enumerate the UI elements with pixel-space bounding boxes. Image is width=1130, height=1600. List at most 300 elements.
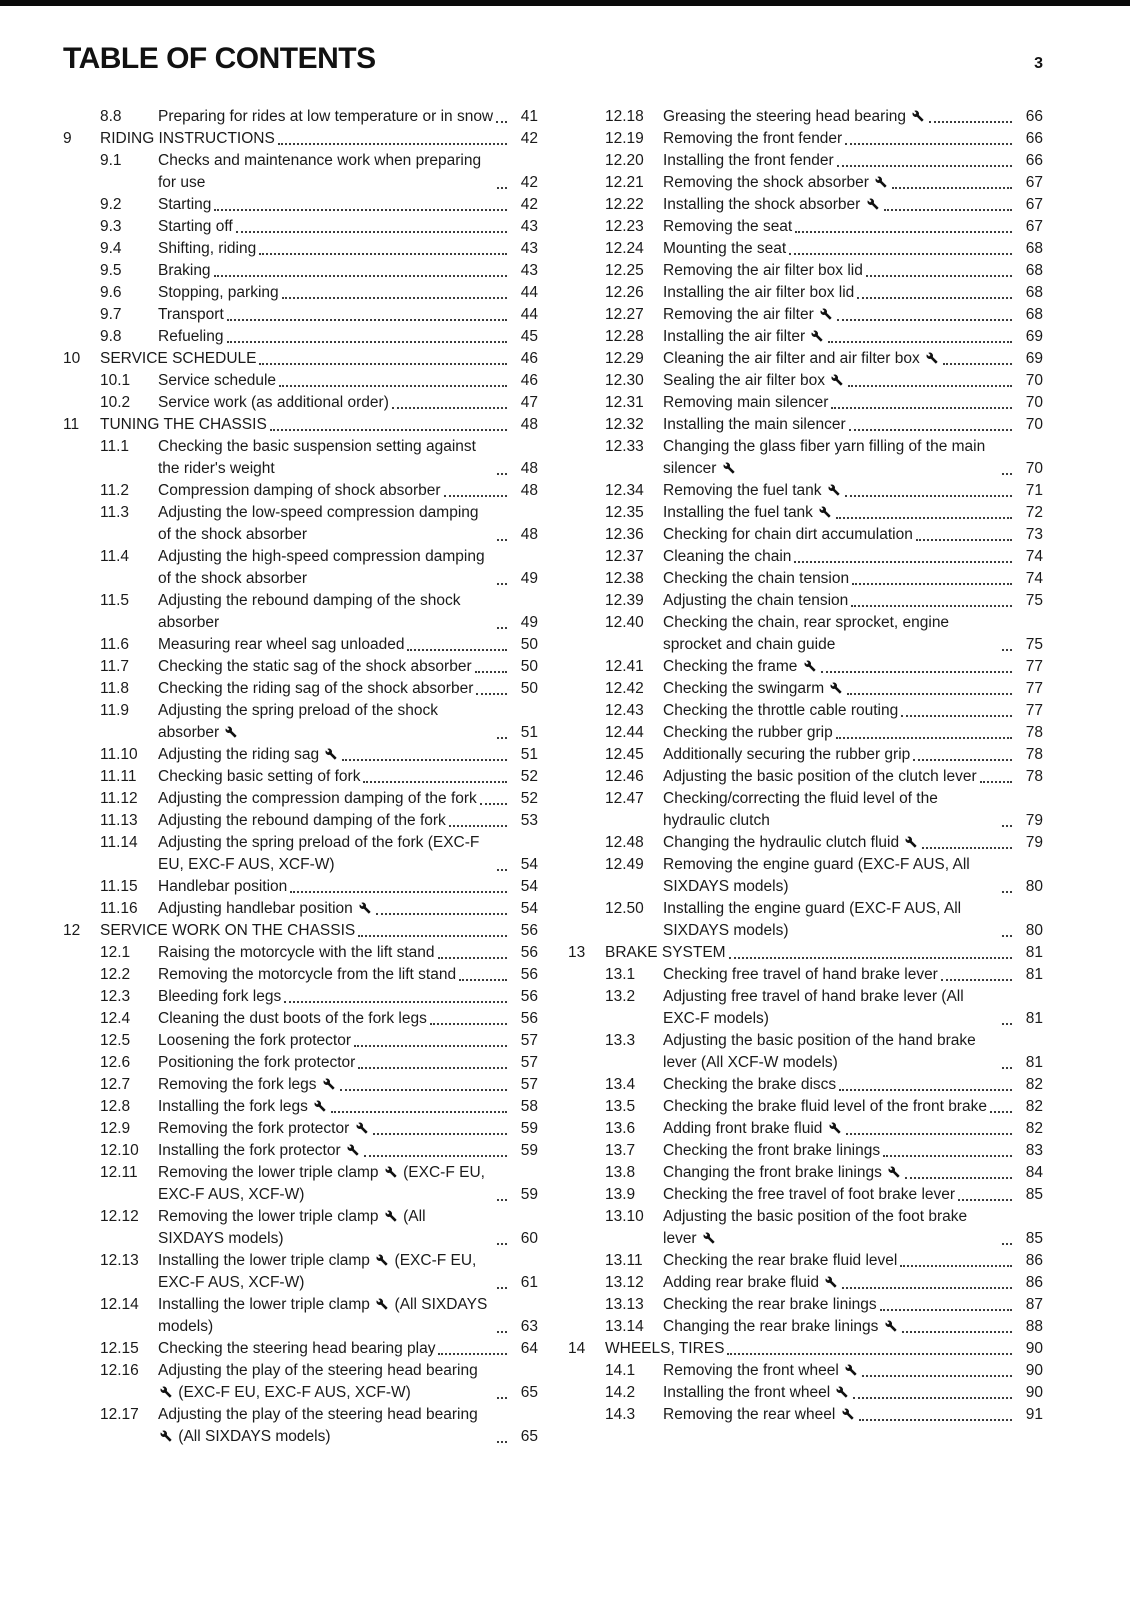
- entry-page-ref: 78: [1025, 746, 1043, 763]
- entry-title: Checking the chain, rear sprocket, engine sprocket and chain guide: [663, 614, 950, 653]
- entry-title: Checking the swingarm: [663, 678, 844, 700]
- toc-entry-row: [63, 1096, 538, 1118]
- wrench-icon: [225, 726, 237, 738]
- entry-page-ref: 51: [520, 746, 538, 763]
- entry-number: 11.13: [100, 812, 138, 829]
- toc-entry-row: [568, 1294, 1043, 1316]
- toc-entry-row: [63, 370, 538, 392]
- entry-page-ref: 59: [520, 1142, 538, 1159]
- entry-number: 13.8: [605, 1164, 636, 1181]
- entry-number: 12.4: [100, 1010, 131, 1027]
- entry-page-ref: 81: [1025, 1010, 1043, 1027]
- entry-title: Adjusting handlebar position: [158, 898, 373, 920]
- toc-entry-row: [63, 766, 538, 788]
- entry-title: Changing the rear brake linings: [663, 1316, 899, 1338]
- entry-title: Adding front brake fluid: [663, 1118, 843, 1140]
- toc-entry-row: [63, 1206, 538, 1250]
- dot-leader: [901, 715, 1012, 717]
- entry-page-ref: 70: [1025, 394, 1043, 411]
- entry-page-ref: 75: [1025, 592, 1043, 609]
- wrench-icon: [804, 660, 816, 672]
- entry-page-ref: 70: [1025, 372, 1043, 389]
- entry-title: Changing the glass fiber yarn filling of the main silencer: [663, 438, 986, 477]
- entry-number: 12.48: [605, 834, 644, 851]
- entry-page-ref: 64: [520, 1340, 538, 1357]
- dot-leader: [990, 1111, 1012, 1113]
- toc-column-left: [63, 106, 538, 1448]
- entry-title: Compression damping of shock absorber: [158, 482, 441, 499]
- entry-page-ref: 80: [1025, 922, 1043, 939]
- page-title: TABLE OF CONTENTS: [63, 42, 376, 75]
- entry-number: 11.12: [100, 790, 138, 807]
- entry-number: 11.5: [100, 592, 130, 609]
- toc-entry-row: [63, 1250, 538, 1294]
- toc-entry-row: [568, 1030, 1043, 1074]
- entry-page-ref: 65: [520, 1384, 538, 1401]
- dot-leader: [214, 275, 507, 277]
- entry-title: Checking/correcting the fluid level of the hydraulic clutch: [663, 790, 938, 829]
- toc-entry-row: [568, 282, 1043, 304]
- entry-number: 13.10: [605, 1208, 644, 1225]
- wrench-icon: [819, 506, 831, 518]
- toc-entry-row: [568, 106, 1043, 128]
- entry-number: 11.11: [100, 768, 137, 785]
- dot-leader: [497, 1199, 507, 1201]
- entry-title: Starting: [158, 196, 212, 213]
- entry-number: 12.6: [100, 1054, 131, 1071]
- toc-entry-row: [568, 1382, 1043, 1404]
- entry-title: Checking the static sag of the shock absorber: [158, 658, 472, 675]
- entry-title: Removing the engine guard (EXC-F AUS, All SIXDAYS models): [663, 856, 970, 895]
- entry-title: WHEELS, TIRES: [605, 1340, 725, 1357]
- toc-entry-row: [568, 348, 1043, 370]
- entry-title: Installing the main silencer: [663, 416, 846, 433]
- entry-title: RIDING INSTRUCTIONS: [100, 130, 275, 147]
- wrench-icon: [830, 682, 842, 694]
- entry-page-ref: 51: [520, 724, 538, 741]
- toc-entry-row: [568, 392, 1043, 414]
- toc-entry-row: [63, 326, 538, 348]
- entry-page-ref: 59: [520, 1120, 538, 1137]
- toc-entry-row: [63, 898, 538, 920]
- entry-number: 12.43: [605, 702, 644, 719]
- dot-leader: [1002, 649, 1012, 651]
- toc-entry-row: [568, 1140, 1043, 1162]
- toc-entry-row: [568, 832, 1043, 854]
- entry-number: 12.5: [100, 1032, 131, 1049]
- entry-page-ref: 74: [1025, 548, 1043, 565]
- dot-leader: [214, 209, 507, 211]
- toc-entry-row: [63, 1052, 538, 1074]
- entry-title: Installing the air filter box lid: [663, 284, 855, 301]
- toc-entry-row: [568, 1118, 1043, 1140]
- entry-number: 11.14: [100, 834, 138, 851]
- entry-title: Adjusting the play of the steering head bearing (EXC-F EU, EXC-F AUS, XCF-W): [158, 1362, 478, 1401]
- wrench-icon: [926, 352, 938, 364]
- dot-leader: [795, 231, 1012, 233]
- entry-number: 12.14: [100, 1296, 139, 1313]
- toc-entry-row: [568, 194, 1043, 216]
- dot-leader: [290, 891, 507, 893]
- entry-title: Checking free travel of hand brake lever: [663, 966, 938, 983]
- entry-page-ref: 80: [1025, 878, 1043, 895]
- dot-leader: [892, 187, 1012, 189]
- entry-title: Transport: [158, 306, 224, 323]
- dot-leader: [883, 1155, 1012, 1157]
- entry-page-ref: 42: [520, 130, 538, 147]
- wrench-icon: [323, 1078, 335, 1090]
- entry-title: Adjusting free travel of hand brake lever (All EXC-F models): [663, 988, 964, 1027]
- dot-leader: [900, 1265, 1012, 1267]
- entry-title: Service schedule: [158, 372, 277, 389]
- toc-entry-row: [568, 788, 1043, 832]
- dot-leader: [859, 1419, 1012, 1421]
- wrench-icon: [828, 484, 840, 496]
- entry-page-ref: 77: [1025, 658, 1043, 675]
- entry-title: Positioning the fork protector: [158, 1054, 356, 1071]
- toc-entry-row: [568, 150, 1043, 172]
- entry-title: Checking the frame: [663, 656, 818, 678]
- dot-leader: [331, 1111, 507, 1113]
- toc-chapter-row: [63, 128, 538, 150]
- entry-title: Stopping, parking: [158, 284, 279, 301]
- entry-page-ref: 86: [1025, 1274, 1043, 1291]
- dot-leader: [789, 253, 1012, 255]
- toc-entry-row: [63, 1338, 538, 1360]
- dot-leader: [929, 121, 1012, 123]
- toc-entry-row: [63, 304, 538, 326]
- dot-leader: [476, 693, 507, 695]
- entry-page-ref: 45: [520, 328, 538, 345]
- entry-page-ref: 70: [1025, 416, 1043, 433]
- wrench-icon: [723, 462, 735, 474]
- entry-title: Checking the throttle cable routing: [663, 702, 899, 719]
- entry-title: Removing the fuel tank: [663, 480, 842, 502]
- entry-number: 12.41: [605, 658, 644, 675]
- dot-leader: [902, 1331, 1012, 1333]
- entry-title: Braking: [158, 262, 211, 279]
- toc-entry-row: [63, 964, 538, 986]
- entry-number: 13.3: [605, 1032, 636, 1049]
- entry-page-ref: 78: [1025, 724, 1043, 741]
- entry-number: 12.30: [605, 372, 644, 389]
- dot-leader: [430, 1023, 507, 1025]
- entry-number: 13: [568, 944, 586, 961]
- entry-number: 12.22: [605, 196, 644, 213]
- entry-title: Additionally securing the rubber grip: [663, 746, 911, 763]
- toc-entry-row: [63, 282, 538, 304]
- entry-page-ref: 90: [1025, 1362, 1043, 1379]
- entry-title: Installing the fork protector: [158, 1140, 361, 1162]
- toc-entry-row: [568, 1096, 1043, 1118]
- entry-page-ref: 91: [1025, 1406, 1043, 1423]
- entry-number: 12.25: [605, 262, 644, 279]
- entry-title: Installing the fuel tank: [663, 502, 833, 524]
- toc-entry-row: [568, 304, 1043, 326]
- entry-page-ref: 86: [1025, 1252, 1043, 1269]
- wrench-icon: [703, 1232, 715, 1244]
- toc-entry-row: [568, 1074, 1043, 1096]
- entry-page-ref: 90: [1025, 1384, 1043, 1401]
- toc-entry-row: [568, 986, 1043, 1030]
- entry-number: 12.40: [605, 614, 644, 631]
- entry-title: Installing the shock absorber: [663, 194, 881, 216]
- toc-entry-row: [568, 612, 1043, 656]
- toc-entry-row: [568, 854, 1043, 898]
- toc-entry-row: [568, 546, 1043, 568]
- wrench-icon: [359, 902, 371, 914]
- entry-number: 13.4: [605, 1076, 636, 1093]
- toc-entry-row: [568, 898, 1043, 942]
- entry-page-ref: 41: [520, 108, 538, 125]
- toc-entry-row: [568, 1404, 1043, 1426]
- entry-title: Removing main silencer: [663, 394, 829, 411]
- entry-number: 14.2: [605, 1384, 636, 1401]
- toc-entry-row: [63, 810, 538, 832]
- entry-number: 12.31: [605, 394, 644, 411]
- entry-title: Checking basic setting of fork: [158, 768, 361, 785]
- dot-leader: [1002, 473, 1012, 475]
- entry-title: Removing the fork protector: [158, 1118, 370, 1140]
- dot-leader: [831, 407, 1012, 409]
- entry-number: 13.1: [605, 966, 636, 983]
- toc-entry-row: [63, 876, 538, 898]
- entry-number: 13.2: [605, 988, 636, 1005]
- entry-page-ref: 59: [520, 1186, 538, 1203]
- entry-number: 9.3: [100, 218, 122, 235]
- entry-page-ref: 46: [520, 372, 538, 389]
- toc-entry-row: [63, 656, 538, 678]
- dot-leader: [497, 869, 507, 871]
- dot-leader: [259, 363, 507, 365]
- dot-leader: [847, 693, 1012, 695]
- entry-number: 9.6: [100, 284, 122, 301]
- toc-entry-row: [568, 480, 1043, 502]
- entry-number: 13.5: [605, 1098, 636, 1115]
- dot-leader: [852, 583, 1012, 585]
- entry-title: Checks and maintenance work when preparing for use: [158, 152, 482, 191]
- entry-page-ref: 81: [1025, 966, 1043, 983]
- entry-title: Refueling: [158, 328, 224, 345]
- toc-chapter-row: [568, 1338, 1043, 1360]
- wrench-icon: [836, 1386, 848, 1398]
- entry-page-ref: 69: [1025, 328, 1043, 345]
- entry-page-ref: 54: [520, 856, 538, 873]
- entry-title: Installing the air filter: [663, 326, 825, 348]
- dot-leader: [1002, 1243, 1012, 1245]
- wrench-icon: [885, 1320, 897, 1332]
- entry-number: 13.13: [605, 1296, 644, 1313]
- entry-page-ref: 42: [520, 174, 538, 191]
- entry-page-ref: 87: [1025, 1296, 1043, 1313]
- entry-title: Measuring rear wheel sag unloaded: [158, 636, 405, 653]
- entry-number: 12.23: [605, 218, 644, 235]
- toc-entry-row: [63, 392, 538, 414]
- dot-leader: [884, 209, 1012, 211]
- page-number: 3: [1034, 55, 1043, 72]
- entry-title: Preparing for rides at low temperature or in snow: [158, 108, 494, 125]
- toc-entry-row: [63, 1140, 538, 1162]
- entry-title: Adjusting the spring preload of the shock absorber: [158, 702, 439, 741]
- toc-entry-row: [568, 260, 1043, 282]
- entry-page-ref: 56: [520, 944, 538, 961]
- dot-leader: [729, 957, 1012, 959]
- dot-leader: [496, 121, 507, 123]
- entry-number: 12.20: [605, 152, 644, 169]
- entry-number: 11.6: [100, 636, 130, 653]
- entry-page-ref: 63: [520, 1318, 538, 1335]
- toc-entry-row: [63, 194, 538, 216]
- entry-page-ref: 77: [1025, 702, 1043, 719]
- entry-number: 13.6: [605, 1120, 636, 1137]
- dot-leader: [438, 1353, 507, 1355]
- entry-title: Installing the engine guard (EXC-F AUS, All SIXDAYS models): [663, 900, 962, 939]
- wrench-icon: [811, 330, 823, 342]
- toc-entry-row: [568, 744, 1043, 766]
- entry-page-ref: 52: [520, 790, 538, 807]
- wrench-icon: [831, 374, 843, 386]
- entry-title: Adjusting the basic position of the hand brake lever (All XCF-W models): [663, 1032, 976, 1071]
- dot-leader: [497, 737, 507, 739]
- entry-title: Removing the air filter box lid: [663, 262, 863, 279]
- toc-entry-row: [568, 238, 1043, 260]
- entry-title: Installing the front fender: [663, 152, 834, 169]
- entry-number: 9.8: [100, 328, 122, 345]
- toc-entry-row: [63, 480, 538, 502]
- toc-entry-row: [63, 150, 538, 194]
- entry-page-ref: 68: [1025, 284, 1043, 301]
- dot-leader: [905, 1177, 1012, 1179]
- entry-number: 14: [568, 1340, 586, 1357]
- entry-page-ref: 90: [1025, 1340, 1043, 1357]
- entry-title: Adjusting the spring preload of the fork (EXC-F EU, EXC-F AUS, XCF-W): [158, 834, 480, 873]
- entry-title: Removing the motorcycle from the lift stand: [158, 966, 457, 983]
- entry-number: 8.8: [100, 108, 122, 125]
- entry-page-ref: 68: [1025, 306, 1043, 323]
- wrench-icon: [845, 1364, 857, 1376]
- entry-title: Bleeding fork legs: [158, 988, 282, 1005]
- entry-page-ref: 79: [1025, 834, 1043, 851]
- dot-leader: [278, 143, 507, 145]
- entry-title: Cleaning the dust boots of the fork legs: [158, 1010, 427, 1027]
- entry-title: Starting off: [158, 218, 233, 235]
- toc-entry-row: [568, 1360, 1043, 1382]
- toc-chapter-row: [63, 920, 538, 942]
- entry-page-ref: 50: [520, 680, 538, 697]
- entry-title: Removing the shock absorber: [663, 172, 889, 194]
- entry-page-ref: 70: [1025, 460, 1043, 477]
- entry-title: SERVICE WORK ON THE CHASSIS: [100, 922, 356, 939]
- entry-title: Removing the front fender: [663, 130, 843, 147]
- entry-number: 14.1: [605, 1362, 636, 1379]
- entry-number: 11: [63, 416, 80, 433]
- dot-leader: [364, 1155, 507, 1157]
- toc-entry-row: [568, 436, 1043, 480]
- toc-entry-row: [568, 964, 1043, 986]
- dot-leader: [845, 143, 1012, 145]
- toc-entry-row: [568, 722, 1043, 744]
- dot-leader: [1002, 1067, 1012, 1069]
- dot-leader: [284, 1001, 507, 1003]
- entry-number: 13.7: [605, 1142, 636, 1159]
- entry-number: 12.15: [100, 1340, 139, 1357]
- wrench-icon: [160, 1430, 172, 1442]
- entry-title: Handlebar position: [158, 878, 288, 895]
- entry-number: 11.4: [100, 548, 130, 565]
- entry-page-ref: 43: [520, 262, 538, 279]
- entry-page-ref: 67: [1025, 218, 1043, 235]
- toc-entry-row: [568, 1162, 1043, 1184]
- entry-page-ref: 56: [520, 922, 538, 939]
- dot-leader: [727, 1353, 1012, 1355]
- entry-page-ref: 53: [520, 812, 538, 829]
- entry-number: 12.3: [100, 988, 131, 1005]
- dot-leader: [916, 539, 1012, 541]
- dot-leader: [227, 341, 508, 343]
- entry-number: 12.9: [100, 1120, 131, 1137]
- entry-title: Service work (as additional order): [158, 394, 389, 411]
- dot-leader: [342, 759, 507, 761]
- entry-number: 10: [63, 350, 81, 367]
- dot-leader: [1002, 1023, 1012, 1025]
- dot-leader: [459, 979, 507, 981]
- toc-columns: [63, 106, 1043, 1448]
- wrench-icon: [829, 1122, 841, 1134]
- entry-title: Checking the front brake linings: [663, 1142, 881, 1159]
- entry-title: BRAKE SYSTEM: [605, 944, 726, 961]
- entry-number: 11.9: [100, 702, 130, 719]
- entry-number: 11.1: [100, 438, 130, 455]
- dot-leader: [866, 275, 1012, 277]
- entry-title: Adjusting the compression damping of the fork: [158, 790, 477, 807]
- entry-title: Checking the rear brake linings: [663, 1296, 877, 1313]
- entry-title: Installing the front wheel: [663, 1382, 850, 1404]
- entry-title: Adjusting the chain tension: [663, 592, 849, 609]
- entry-number: 13.14: [605, 1318, 644, 1335]
- entry-number: 12.37: [605, 548, 644, 565]
- dot-leader: [849, 429, 1012, 431]
- wrench-icon: [825, 1276, 837, 1288]
- entry-title: Removing the lower triple clamp (EXC-F EU, EXC-F AUS, XCF-W): [158, 1164, 485, 1203]
- entry-title: TUNING THE CHASSIS: [100, 416, 267, 433]
- dot-leader: [438, 957, 507, 959]
- entry-number: 12.12: [100, 1208, 139, 1225]
- toc-entry-row: [63, 634, 538, 656]
- dot-leader: [943, 363, 1012, 365]
- toc-entry-row: [568, 656, 1043, 678]
- wrench-icon: [912, 110, 924, 122]
- entry-page-ref: 68: [1025, 262, 1043, 279]
- dot-leader: [497, 1397, 507, 1399]
- dot-leader: [497, 539, 507, 541]
- toc-entry-row: [63, 744, 538, 766]
- entry-page-ref: 47: [520, 394, 538, 411]
- toc-entry-row: [63, 238, 538, 260]
- dot-leader: [497, 1331, 507, 1333]
- entry-page-ref: 44: [520, 306, 538, 323]
- toc-entry-row: [63, 832, 538, 876]
- dot-leader: [358, 1067, 507, 1069]
- dot-leader: [851, 605, 1012, 607]
- entry-page-ref: 67: [1025, 196, 1043, 213]
- toc-entry-row: [63, 678, 538, 700]
- toc-entry-row: [63, 1162, 538, 1206]
- dot-leader: [497, 583, 507, 585]
- entry-number: 9.1: [100, 152, 122, 169]
- entry-page-ref: 68: [1025, 240, 1043, 257]
- dot-leader: [227, 319, 507, 321]
- entry-title: Cleaning the chain: [663, 548, 792, 565]
